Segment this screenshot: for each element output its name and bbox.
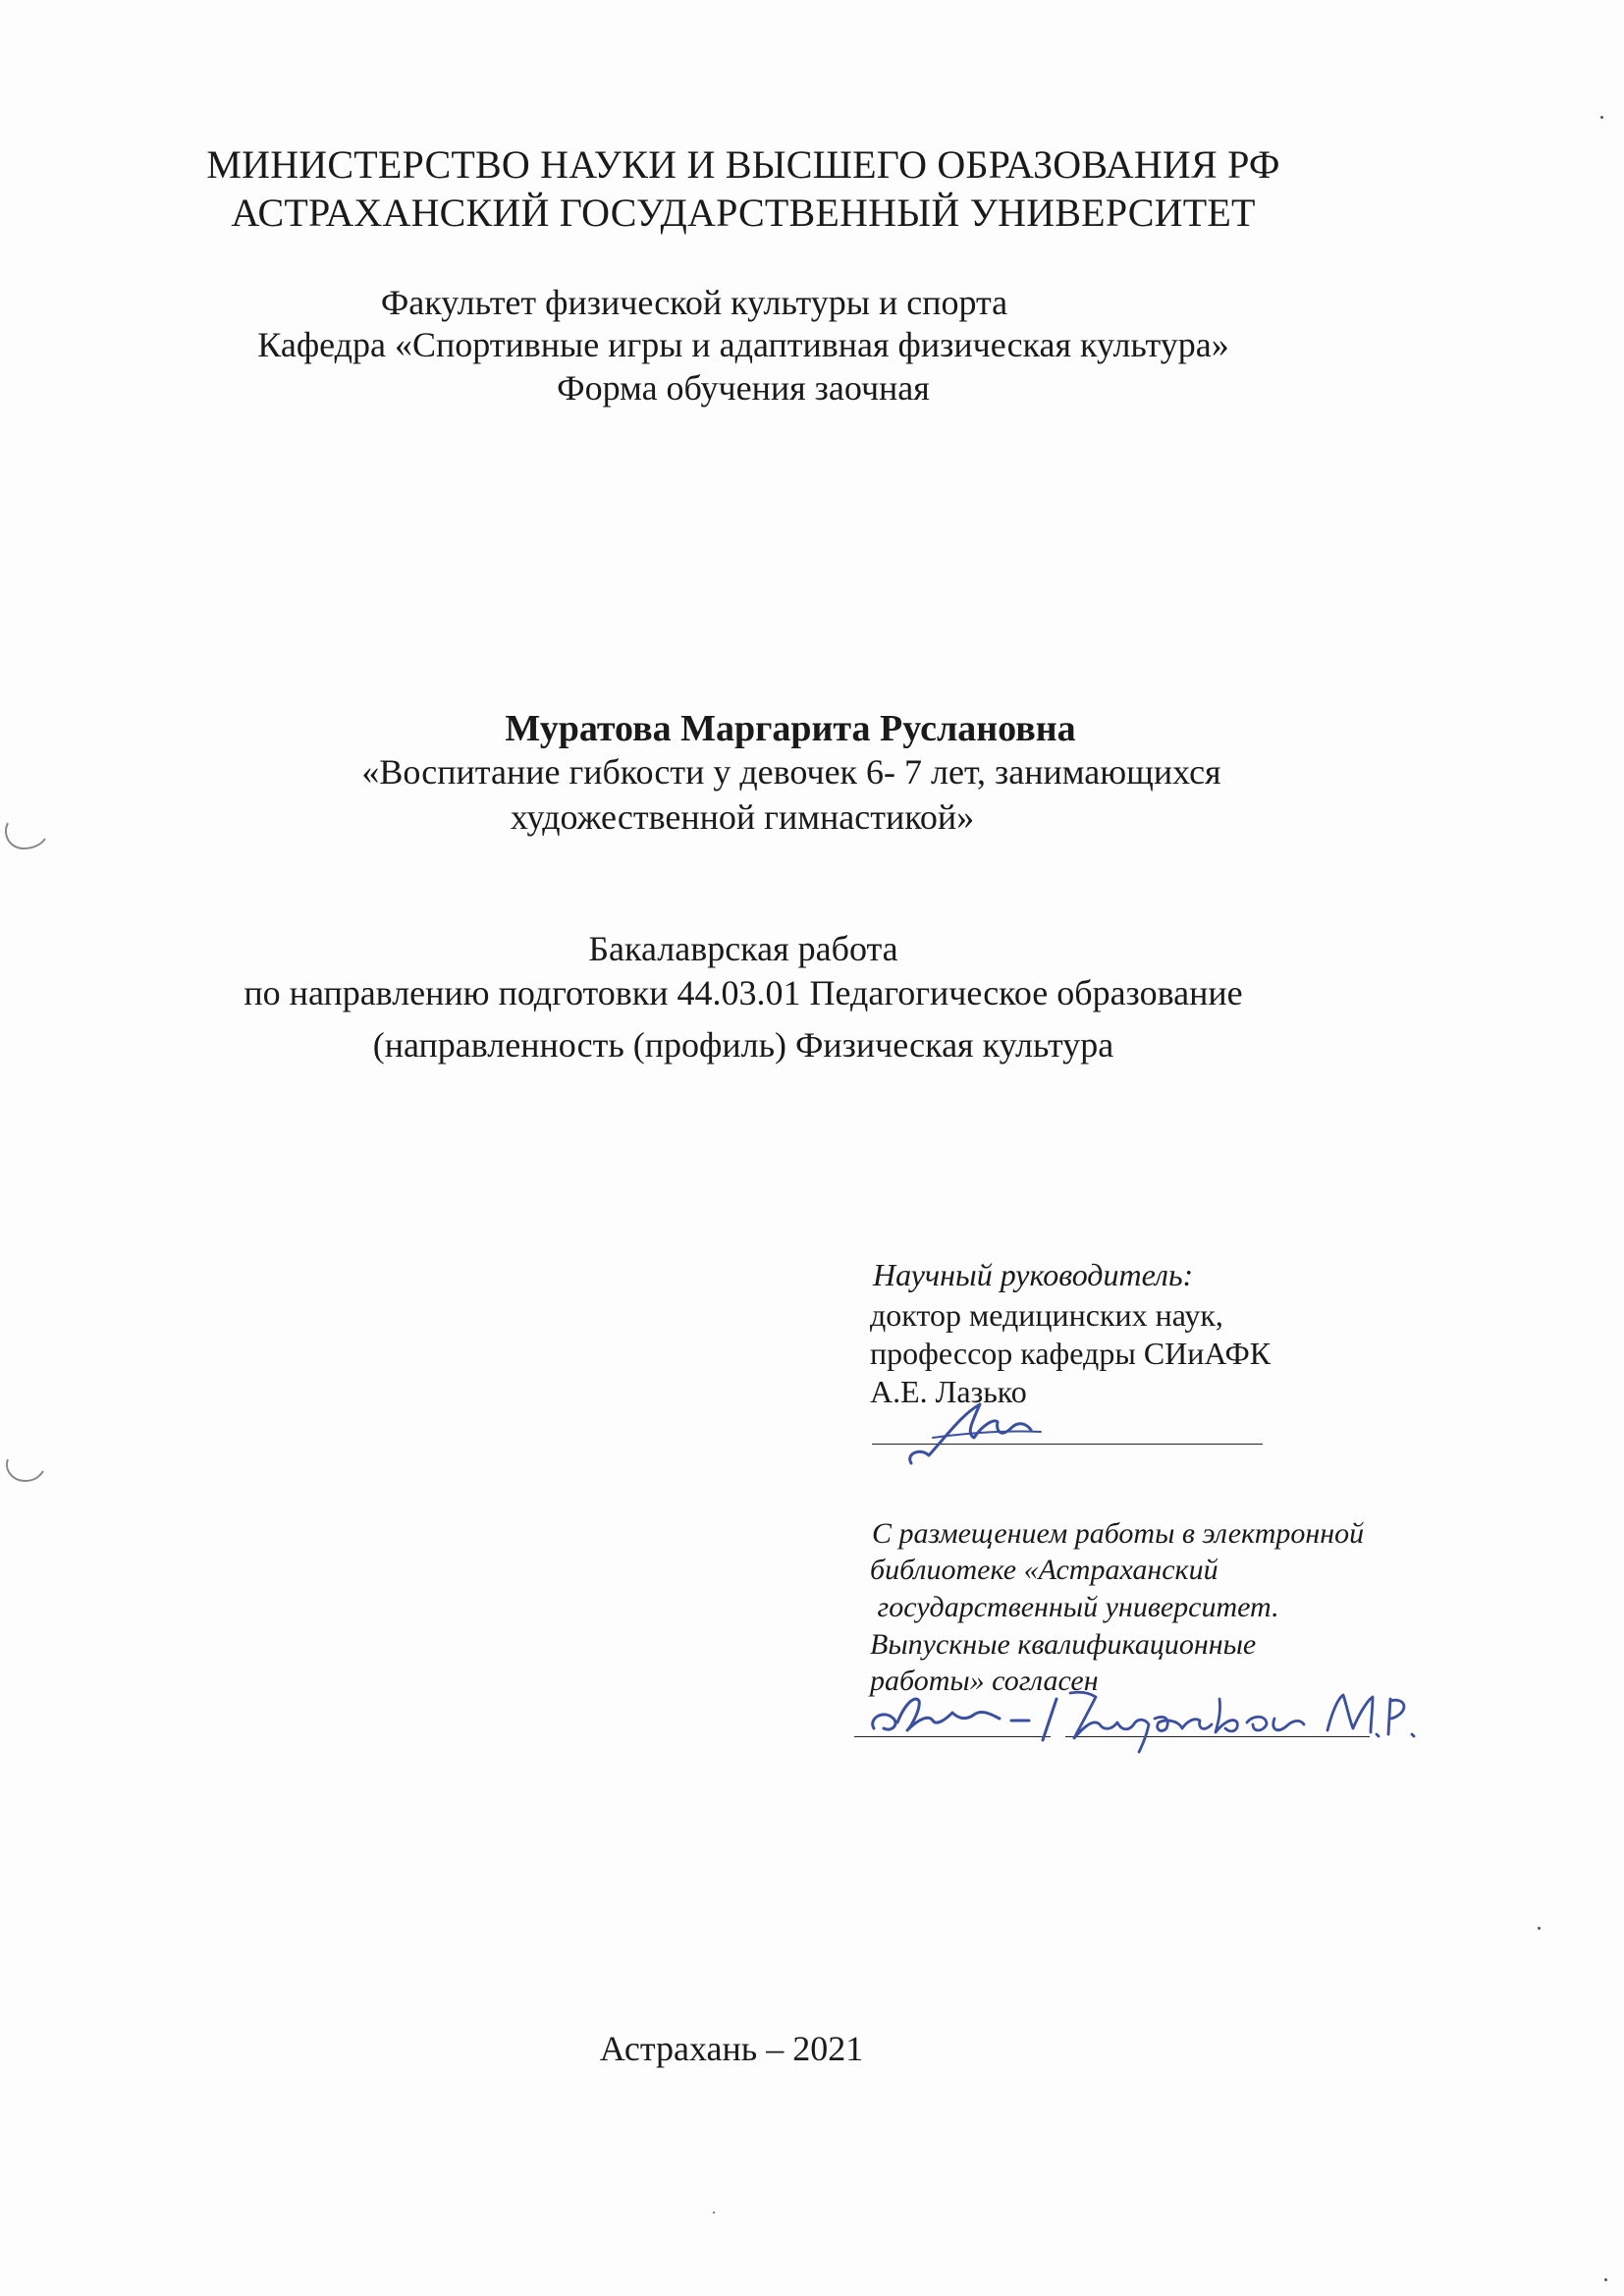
- scan-speck: [713, 2212, 715, 2214]
- student-name-handwriting: [1060, 1679, 1434, 1758]
- city-year: Астрахань – 2021: [599, 2029, 864, 2068]
- binder-hole-mark-bottom: [0, 1442, 59, 1501]
- work-profile: (направленность (профиль) Физическая культура: [372, 1025, 1114, 1065]
- supervisor-signature: [903, 1393, 1060, 1471]
- supervisor-heading: Научный руководитель:: [873, 1257, 1194, 1292]
- work-type: Бакалаврская работа: [588, 929, 898, 968]
- work-title-line-2: художественной гимнастикой»: [510, 797, 975, 837]
- supervisor-degree: доктор медицинских наук,: [870, 1297, 1223, 1333]
- scan-speck: [1600, 116, 1603, 119]
- ministry-line: МИНИСТЕРСТВО НАУКИ И ВЫСШЕГО ОБРАЗОВАНИЯ РФ: [206, 142, 1280, 187]
- consent-line-4: Выпускные квалификационные: [870, 1628, 1257, 1661]
- consent-line-3: государственный университет.: [870, 1591, 1279, 1623]
- supervisor-name: А.Е. Лазько: [870, 1374, 1027, 1409]
- department-line: Кафедра «Спортивные игры и адаптивная физическая культура»: [257, 325, 1229, 364]
- scan-speck: [1538, 1927, 1541, 1930]
- consent-line-5: работы» согласен: [870, 1665, 1099, 1697]
- author-name: Муратова Маргарита Руслановна: [505, 708, 1076, 749]
- study-form-line: Форма обучения заочная: [557, 368, 930, 408]
- supervisor-position: профессор кафедры СИиАФК: [870, 1336, 1272, 1371]
- faculty-line: Факультет физической культуры и спорта: [380, 283, 1008, 322]
- binder-hole-mark-top: [0, 805, 59, 864]
- work-title-line-1: «Воспитание гибкости у девочек 6- 7 лет, занимающихся: [361, 752, 1221, 792]
- university-line: АСТРАХАНСКИЙ ГОСУДАРСТВЕННЫЙ УНИВЕРСИТЕТ: [231, 191, 1256, 235]
- work-direction: по направлению подготовки 44.03.01 Педагогическое образование: [244, 973, 1243, 1012]
- consent-line-1: С размещением работы в электронной: [872, 1517, 1365, 1550]
- scan-speck: [1604, 2278, 1607, 2281]
- student-signature: [864, 1679, 1080, 1748]
- consent-line-2: библиотеке «Астраханский: [870, 1554, 1218, 1586]
